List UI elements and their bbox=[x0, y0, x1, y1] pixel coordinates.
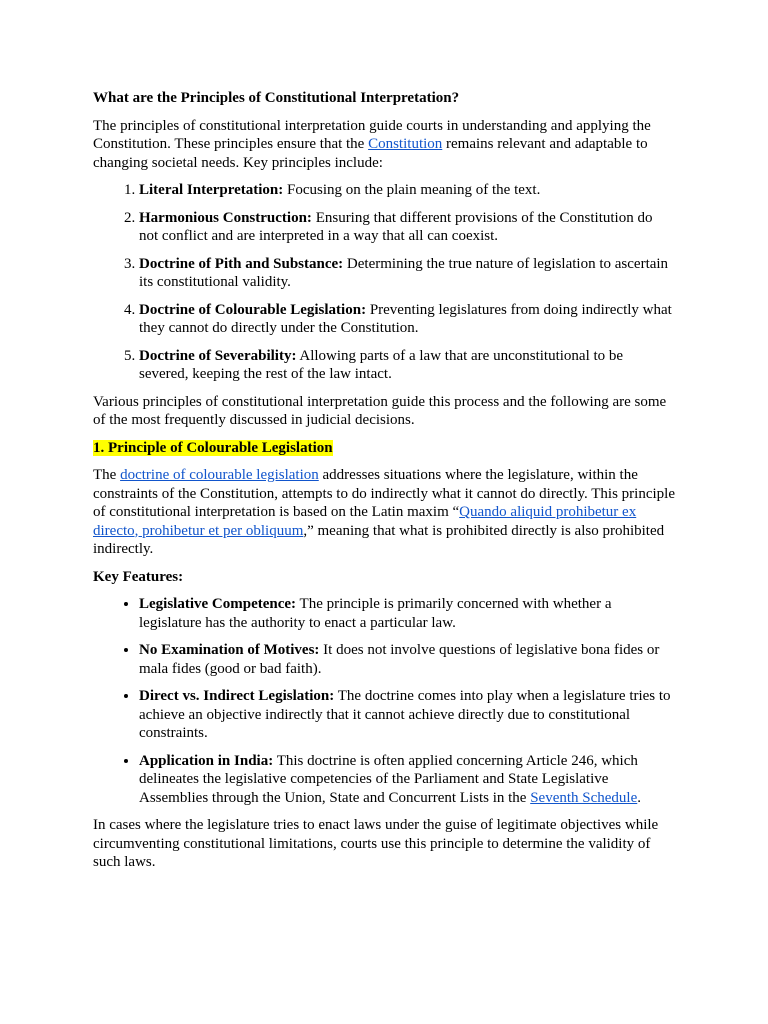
principle-item bbox=[139, 347, 675, 384]
feature-item bbox=[139, 687, 675, 743]
colourable-text-after: ,” meaning that what is prohibited directly is also prohibited indirectly. bbox=[93, 522, 665, 557]
feature-text: The principle is primarily concerned with whether a legislature has the authority to enact a particular law. bbox=[139, 596, 612, 631]
principle-term: Doctrine of Colourable Legislation: bbox=[139, 301, 367, 318]
principle-term: Harmonious Construction: bbox=[139, 209, 312, 226]
section-heading bbox=[93, 439, 675, 458]
feature-term: Direct vs. Indirect Legislation: bbox=[139, 688, 335, 704]
feature-text: It does not involve questions of legislative bona fides or mala fides (good or bad faith). bbox=[139, 642, 660, 677]
principle-term: Doctrine of Pith and Substance: bbox=[139, 255, 344, 272]
feature-item bbox=[139, 752, 675, 808]
colourable-legislation-link[interactable]: doctrine of colourable legislation bbox=[120, 467, 319, 483]
intro-paragraph bbox=[93, 117, 675, 173]
principle-term: Doctrine of Severability: bbox=[139, 347, 297, 364]
principle-item bbox=[139, 209, 675, 246]
intro-text-before: The principles of constitutional interpretation guide courts in understanding and applying the Constitution. These principles ensure that the bbox=[93, 117, 651, 152]
features-list bbox=[93, 595, 675, 807]
closing-paragraph: In cases where the legislature tries to enact laws under the guise of legitimate objectives while circumventing constitutional limitations, courts use this principle to determine the validity of such laws. bbox=[93, 817, 659, 870]
principle-text: Focusing on the plain meaning of the text. bbox=[283, 182, 541, 198]
feature-text: The doctrine comes into play when a legislature tries to achieve an objective indirectly that it cannot achieve directly due to constitutional constraints. bbox=[139, 688, 671, 741]
section-heading-highlight: 1. Principle of Colourable Legislation bbox=[93, 439, 333, 456]
principle-item bbox=[139, 301, 675, 338]
feature-text-after: . bbox=[637, 789, 642, 806]
constitution-link[interactable]: Constitution bbox=[368, 136, 443, 152]
principle-item bbox=[139, 181, 675, 200]
principle-text: Preventing legislatures from doing indirectly what they cannot do directly under the Constitution. bbox=[139, 301, 672, 336]
key-features-label: Key Features: bbox=[93, 568, 184, 585]
seventh-schedule-link[interactable]: Seventh Schedule bbox=[530, 789, 638, 806]
feature-item bbox=[139, 595, 675, 632]
colourable-text-mid: addresses situations where the legislature, within the constraints of the Constitution, attempts to do indirectly what it cannot do directly. This principle of constitutional interpretation is based on the Latin maxim “ bbox=[93, 467, 675, 520]
intro-text-after: remains relevant and adaptable to changing societal needs. Key principles include: bbox=[93, 136, 648, 171]
principle-item bbox=[139, 255, 675, 292]
feature-item bbox=[139, 641, 675, 678]
principle-text: Ensuring that different provisions of the Constitution do not conflict and are interpreted in a way that all can coexist. bbox=[139, 209, 653, 244]
principle-text: Allowing parts of a law that are unconstitutional to be severed, keeping the rest of the law intact. bbox=[139, 347, 624, 382]
various-paragraph: Various principles of constitutional interpretation guide this process and the following are some of the most frequently discussed in judicial decisions. bbox=[93, 393, 667, 428]
principle-text: Determining the true nature of legislation to ascertain its constitutional validity. bbox=[139, 255, 669, 290]
feature-term: Legislative Competence: bbox=[139, 596, 297, 612]
feature-term: No Examination of Motives: bbox=[139, 642, 320, 658]
feature-text: This doctrine is often applied concerning Article 246, which delineates the legislative competencies of the Parliament and State Legislative Assemblies through the Union, State and Concurrent Lists in the bbox=[139, 752, 638, 806]
principle-term: Literal Interpretation: bbox=[139, 182, 284, 198]
principles-list bbox=[93, 181, 675, 384]
feature-term: Application in India: bbox=[139, 752, 274, 769]
latin-maxim-link[interactable]: Quando aliquid prohibetur ex directo, prohibetur et per obliquum bbox=[93, 504, 637, 539]
colourable-text-before: The bbox=[93, 467, 121, 483]
page-title: What are the Principles of Constitutional Interpretation? bbox=[93, 90, 460, 106]
colourable-paragraph bbox=[93, 466, 675, 559]
